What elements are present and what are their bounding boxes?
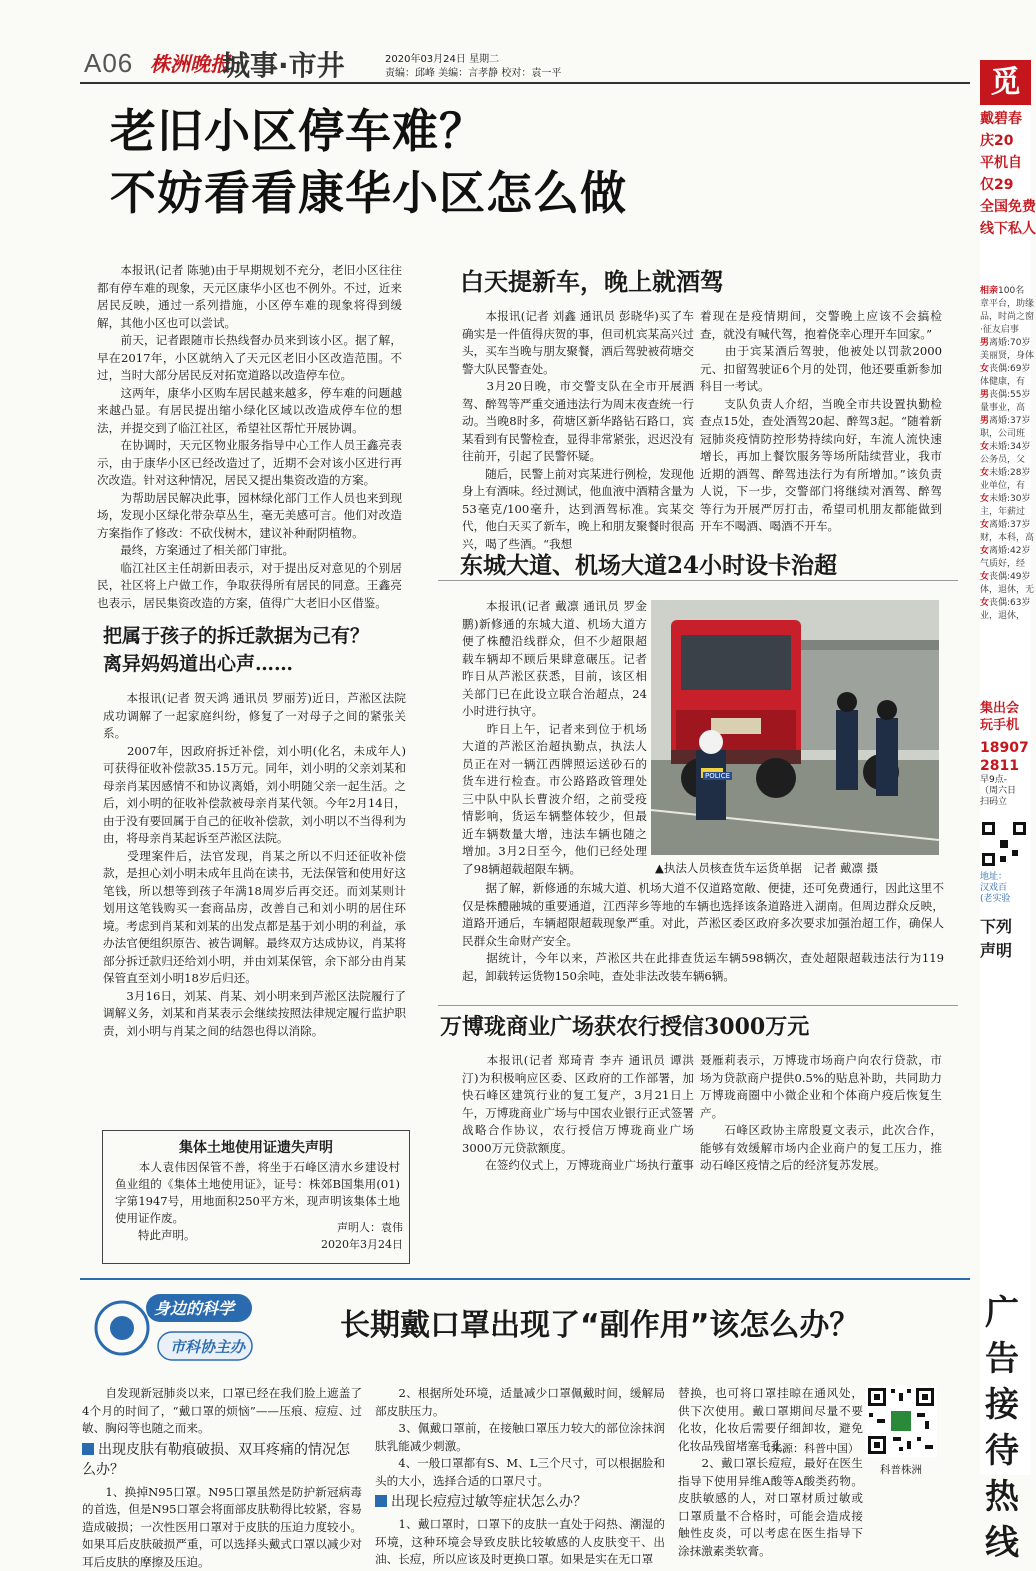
ad-row-value: 丧偶:55岁 xyxy=(989,390,1031,400)
family-headline-line2: 离异妈妈道出心声…… xyxy=(103,650,369,678)
notice-body: 本人袁伟因保管不善，将坐于石峰区清水乡建设村鱼业组的《集体土地使用证》，证号：株郊B国集用(01)字第1947号，用地面积250平方米，现声明该集体土地使用证作废。 特此声明。 xyxy=(115,1159,400,1244)
notice-date: 2020年3月24日 xyxy=(303,1236,403,1253)
lost-certificate-notice xyxy=(102,1130,410,1264)
ad-list-row xyxy=(980,324,1031,337)
credit-body-left: 本报讯(记者 郑琦青 李卉 通讯员 谭洪汀)为积极响应区委、区政府的工作部署，加快石峰区建筑行业的复工复产，3月21日上午，万博珑商业广场与中国农业银行正式签署战略合作协议，农行授信万博珑商业广场3000万元贷款额度。 在签约仪式上，万博珑商业广场执行董事 xyxy=(462,1052,694,1175)
ad-row-key: 女 xyxy=(980,598,989,608)
ad-list-row xyxy=(980,415,1031,428)
science-source: （来源：科普中国） xyxy=(760,1440,859,1456)
photo-caption: ▲执法人员核查货车运货单据 记者 戴凛 摄 xyxy=(655,860,945,876)
science-col2 xyxy=(375,1385,665,1569)
ad-list-row xyxy=(980,311,1031,324)
ad-phone-1[interactable]: 18907 xyxy=(980,740,1031,756)
drink-driving-headline: 白天提新车，晚上就酒驾 xyxy=(460,262,724,297)
ad-row-key: 女 xyxy=(980,442,989,452)
ad-row-value: 丧偶:63岁 xyxy=(989,598,1031,608)
ad-contact-title: 集出会 玩手机 xyxy=(980,700,1031,734)
checkpoint-headline: 东城大道、机场大道24小时设卡治超 xyxy=(460,547,837,580)
ad-row-key: 男 xyxy=(980,338,989,348)
ad-row-value: 品，时尚之窗 xyxy=(980,312,1034,322)
ad-list-row xyxy=(980,610,1031,623)
ad-row-key: 女 xyxy=(980,520,989,530)
ad-row-value: 主，年薪过 xyxy=(980,507,1025,517)
ad-list-row xyxy=(980,493,1031,506)
issue-date: 2020年03月24日 星期二 xyxy=(385,50,499,65)
ad-row-value: 业单位，有 xyxy=(980,481,1025,491)
ad-list-row xyxy=(980,519,1031,532)
family-article-body: 本报讯(记者 贺天鸿 通讯员 罗丽芳)近日，芦淞区法院成功调解了一起家庭纠纷，修复了一对母子之间的紧张关系。 2007年，因政府拆迁补偿，刘小明(化名，未成年人)可获得征收补偿款35.15万元。同年，刘小明的父亲刘某和母亲肖某因感情不和协议离婚，刘小明随父亲一起生活。之后，刘小明的征收补偿款被母亲肖某代领。今年2月14日，由于没有要回属于自己的征收补偿款，刘小明以不当得利为由，将母亲肖某起诉至芦淞区法院。 受理案件后，法官发现，肖某之所以不归还征收补偿款，是担心刘小明未成年且尚在读书，无法保管和使用好这笔钱，所以想等到孩子年满18周岁后再交还。而刘某则计划用这笔钱购买一套商品房，改善自己和刘小明的居住环境。考虑到肖某和刘某的出发点都是基于刘小明的利益，承办法官便组织原告、被告调解。最终双方达成协议，肖某将部分拆迁款归还给刘小明，并由刘某保管，余下部分由肖某保管直至刘小明18岁后归还。 3月16日，刘某、肖某、刘小明来到芦淞区法院履行了调解义务，刘某和肖某表示会继续按照法律规定履行监护职责，刘小明与肖某之间的结怨也得以消除。 xyxy=(103,690,406,1040)
science-col3 xyxy=(678,1385,863,1560)
ad-row-value: 职，公司班 xyxy=(980,429,1025,439)
ad-subtitle: 戴碧春 庆20 平机自 仅29 全国免费 线下私人 xyxy=(980,108,1035,240)
ad-row-value: 体，退休，无 xyxy=(980,585,1034,595)
main-headline xyxy=(110,100,627,224)
ad-row-key: 女 xyxy=(980,364,989,374)
ad-row-value: 公务员，父 xyxy=(980,455,1025,465)
page-number: A06 xyxy=(84,48,133,79)
parking-article-body: 本报讯(记者 陈驰)由于早期规划不充分，老旧小区往往都有停车难的现象，天元区康华小区也不例外。不过，近来居民反映，通过一系列措施，小区停车难的现象将得到缓解，其他小区也可以尝试。 前天，记者跟随市长热线督办员来到该小区。据了解，早在2017年，小区就纳入了天元区老旧小区改造范围。不过，当时大部分居民反对拓宽道路以改造停车位。 这两年，康华小区购车居民越来越多，停车难的问题越来越凸显。有居民提出缩小绿化区域以改造成停车位的想法，并提交到了临江社区，希望社区帮忙开展协调。 在协调时，天元区物业服务指导中心工作人员王鑫亮表示，由于康华小区已经改造过了，近期不会对该小区进行再次改造。针对这种情况，居民又提出集资改造的方案。 为帮助居民解决此事，园林绿化部门工作人员也来到现场，发现小区绿化带杂草丛生，毫无美感可言。他们对改造方案指作了修改：不砍伐树木，建议补种耐阴植物。 最终，方案通过了相关部门审批。 临江社区主任胡新田表示，对于提出反对意见的个别居民，社区将上户做工作，争取获得所有居民的同意。王鑫亮也表示，居民集资改造的方案，值得广大老旧小区借鉴。 xyxy=(97,262,402,612)
ad-list-row xyxy=(980,389,1031,402)
science-logo-line1: 身边的科学 xyxy=(154,1296,234,1319)
ad-list-row xyxy=(980,571,1031,584)
checkpoint-body-bottom: 据了解，新修通的东城大道、机场大道不仅道路宽敞、便捷，还可免费通行，因此这里不仅是株醴融城的重要通道，江西萍乡等地的车辆也选择该条道路进入湖南。但周边群众反映，道路开通后，车辆超限超载现象严重。对此，芦淞区委区政府多次要求加强治超工作，确保人民群众生命财产安全。 据统计，今年以来，芦淞区共在此排查货运车辆598辆次，查处超限超载违法行为119起，卸载转运货物150余吨，查处非法改装车辆6辆。 xyxy=(462,880,944,985)
ad-qr-code-icon[interactable] xyxy=(980,820,1028,872)
editor-credits: 责编：邱峰 美编：言孝静 校对：袁一平 xyxy=(385,64,561,79)
truck-inspection-photo xyxy=(651,600,939,855)
ad-list-row xyxy=(980,558,1031,571)
science-col2-bottom: 1、戴口罩时，口罩下的皮肤一直处于闷热、潮湿的环境，这种环境会导致皮肤比较敏感的人皮肤变干、出油、长痘，所以应该及时更换口罩。如果是实在无口罩 xyxy=(375,1516,665,1569)
ad-row-value: ·征友启事 xyxy=(980,325,1019,335)
credit-headline: 万博珑商业广场获农行授信3000万元 xyxy=(440,1010,809,1041)
ad-list-row xyxy=(980,376,1031,389)
ad-row-value: 章平台，助缘 xyxy=(980,299,1034,309)
ad-row-value: 离婚:37岁 xyxy=(989,520,1031,530)
ad-row-value: 未婚:34岁 xyxy=(989,442,1031,452)
ad-list-row xyxy=(980,467,1031,480)
ad-list-row xyxy=(980,402,1031,415)
ad-list-row xyxy=(980,480,1031,493)
ad-row-key: 相亲 xyxy=(980,286,998,296)
ad-row-value: 美丽贤，身体 xyxy=(980,351,1034,361)
ad-list-row xyxy=(980,363,1031,376)
science-intro: 自发现新冠肺炎以来，口罩已经在我们脸上遮盖了4个月的时间了，“戴口罩的烦恼”——压痕、痘痘、过敏、胸闷等也随之而来。 xyxy=(82,1385,362,1438)
truck-photo-illustration xyxy=(651,600,939,855)
ad-list-row xyxy=(980,584,1031,597)
ad-list-row xyxy=(980,337,1031,350)
ad-row-value: 量事业，高 xyxy=(980,403,1025,413)
ad-row-value: 未婚:30岁 xyxy=(989,494,1031,504)
ad-row-value: 丧偶:49岁 xyxy=(989,572,1031,582)
notice-title: 集体土地使用证遗失声明 xyxy=(103,1137,409,1157)
ad-row-value: 体健康，有 xyxy=(980,377,1025,387)
ad-row-value: 业，退休， xyxy=(980,611,1025,621)
section-title: 城事·市井 xyxy=(222,44,345,84)
science-band-rule xyxy=(80,1278,970,1280)
ad-list-row xyxy=(980,285,1031,298)
main-headline-line2: 不妨看看康华小区怎么做 xyxy=(110,162,627,224)
ad-row-key: 男 xyxy=(980,416,989,426)
qr-code-graphic xyxy=(865,1385,937,1457)
ad-list-row xyxy=(980,298,1031,311)
science-col3-body: 替换，也可将口罩挂晾在通风处，供下次使用。戴口罩期间尽量不要化妆，化妆后需要仔细卸妆，避免化妆品残留堵塞毛孔。 2、戴口罩长痘痘，最好在医生指导下使用异维A酸等A酸类药物。皮肤敏感的人，对口罩材质过敏或口罩质量不合格时，可能会造成接触性皮炎，可以考虑在医生指导下涂抹激素类软膏。 xyxy=(678,1385,863,1560)
science-column-logo xyxy=(88,1288,256,1366)
science-col1-body: 1、换掉N95口罩。N95口罩虽然是防护新冠病毒的首选，但是N95口罩会将面部皮肤勒得比较紧，容易造成破损；一次性医用口罩对于皮肤的压迫力度较小。如果耳后皮肤破损严重，可以选择头戴式口罩以减少对耳后皮肤的摩擦及压迫。 xyxy=(82,1484,362,1571)
ad-hotline-vertical: 广 告 接 待 热 线 xyxy=(985,1290,1030,1566)
masthead-logo: 株洲晚报 xyxy=(150,48,230,77)
section-divider xyxy=(438,580,958,581)
family-headline-line1: 把属于孩子的拆迁款据为己有？ xyxy=(103,622,369,650)
ad-row-key: 女 xyxy=(980,468,989,478)
ad-list-row xyxy=(980,454,1031,467)
qr-code-icon[interactable] xyxy=(865,1385,937,1457)
ad-row-key: 男 xyxy=(980,390,989,400)
ad-hours: 早9点- （周六日 扫码立 xyxy=(980,775,1031,808)
science-col2-top: 2、根据所处环境，适量减少口罩佩戴时间，缓解局部皮肤压力。 3、佩戴口罩前，在接触口罩压力较大的部位涂抹润肤乳能减少刺激。 4、一般口罩都有S、M、L三个尺寸，可以根据脸和头的大小，选择合适的口罩尺寸。 xyxy=(375,1385,665,1490)
right-ad-strip xyxy=(980,60,1031,1475)
square-bullet-icon xyxy=(82,1443,94,1455)
ad-row-value: 未婚:28岁 xyxy=(989,468,1031,478)
credit-body-right: 聂雁莉表示，万博珑市场商户向农行贷款，市场为贷款商户提供0.5%的贴息补助，共同助力万博珑商圈中小微企业和个体商户疫后恢复生产。 石峰区政协主席殷夏文表示，此次合作，能够有效缓解市场内企业商户的复工压力，推动石峰区疫情之后的经济复苏发展。 xyxy=(700,1052,942,1175)
ad-address: 地址： 汉戏百 (老实验 xyxy=(980,872,1031,905)
science-logo-line2: 市科协主办 xyxy=(170,1336,245,1357)
ad-row-key: 女 xyxy=(980,572,989,582)
ad-row-value: 气质好，经 xyxy=(980,559,1025,569)
ad-banner-top: 觅 xyxy=(980,60,1031,105)
notice-signature xyxy=(303,1219,403,1253)
ad-row-value: 离婚:70岁 xyxy=(989,338,1031,348)
ad-list-row xyxy=(980,441,1031,454)
family-headline xyxy=(103,622,369,678)
ad-row-key: 女 xyxy=(980,494,989,504)
drink-driving-body-left: 本报讯(记者 刘鑫 通讯员 彭晓华)买了车确实是一件值得庆贺的事，但司机宾某高兴过头，买车当晚与朋友聚餐，酒后驾驶被荷塘交警大队民警查处。 3月20日晚，市交警支队在全市开展酒驾、醉驾等严重交通违法行为周末夜查统一行动。当晚8时多，荷塘区新华路钻石路口，宾某看到有民警检查，显得非常紧张，迟迟没有往前开，引起了民警怀疑。 随后，民警上前对宾某进行例检，发现他身上有酒味。经过测试，他血液中酒精含量为53毫克/100毫升，达到酒驾标准。宾某交代，他白天买了新车，晚上和朋友聚餐时很高兴，喝了些酒。“我想 xyxy=(462,308,694,553)
science-col1 xyxy=(82,1385,362,1571)
ad-list-row xyxy=(980,428,1031,441)
ad-list-row xyxy=(980,506,1031,519)
ad-list-row xyxy=(980,545,1031,558)
police-vest-badge: POLICE xyxy=(703,772,732,780)
ad-row-value: 财，本科，高 xyxy=(980,533,1034,543)
header-rule xyxy=(80,82,970,84)
ad-list-row xyxy=(980,350,1031,363)
science-subhead-2: 出现长痘痘过敏等症状怎么办？ xyxy=(375,1492,665,1512)
drink-driving-body-right: 着现在是疫情期间，交警晚上应该不会搞检查，就没有喊代驾，抱着侥幸心理开车回家。” 由于宾某酒后驾驶，他被处以罚款2000元、扣留驾驶证6个月的处罚，他还要重新参加科目一考试。 支队负责人介绍，当晚全市共设置执勤检查点15处，查处酒驾20起、醉驾3起。“随着新冠肺炎疫情防控形势持续向好，车流人流快速增长，再加上餐饮服务等场所陆续营业，我市近期的酒驾、醉驾违法行为有所增加。”该负责人说，下一步，交警部门将继续对酒驾、醉驾等行为开展严厉打击，希望司机朋友都能做到开车不喝酒、喝酒不开车。 xyxy=(700,308,942,536)
science-subhead-1: 出现皮肤有勒痕破损、双耳疼痛的情况怎么办？ xyxy=(82,1440,362,1480)
ad-row-value: 离婚:42岁 xyxy=(989,546,1031,556)
notice-signer: 声明人：袁伟 xyxy=(303,1219,403,1236)
ad-list-row xyxy=(980,597,1031,610)
ad-row-value: 离婚:37岁 xyxy=(989,416,1031,426)
ad-row-value: 100名 xyxy=(998,286,1024,296)
ad-phone-2[interactable]: 2811 xyxy=(980,758,1031,774)
ad-list-row xyxy=(980,532,1031,545)
qr-label: 科普株洲 xyxy=(880,1462,922,1477)
ad-row-key: 女 xyxy=(980,546,989,556)
ad-notice-heading: 下列 声明 xyxy=(980,915,1031,963)
section-divider xyxy=(438,1005,958,1006)
square-bullet-icon xyxy=(375,1495,387,1507)
main-headline-line1: 老旧小区停车难？ xyxy=(110,100,627,162)
ad-qr-graphic xyxy=(980,820,1028,868)
checkpoint-body-top: 本报讯(记者 戴凛 通讯员 罗金鹏)新修通的东城大道、机场大道方便了株醴沿线群众，但不少超限超载车辆却不顾后果肆意碾压。记者昨日从芦淞区获悉，目前，该区相关部门已在此设立联合治超点，24小时进行执守。 昨日上午，记者来到位于机场大道的芦淞区治超执勤点，执法人员正在对一辆江西牌照运送砂石的货车进行检查。市公路路政管理处三中队中队长曹波介绍，之前受疫情影响，货运车辆整体较少，但最近车辆数量大增，违法车辆也随之增加。3月2日至今，他们已经处理了98辆超载超限车辆。 xyxy=(462,598,647,878)
ad-row-value: 丧偶:69岁 xyxy=(989,364,1031,374)
ad-dating-list xyxy=(980,285,1031,695)
science-headline: 长期戴口罩出现了“副作用”该怎么办？ xyxy=(340,1300,859,1344)
